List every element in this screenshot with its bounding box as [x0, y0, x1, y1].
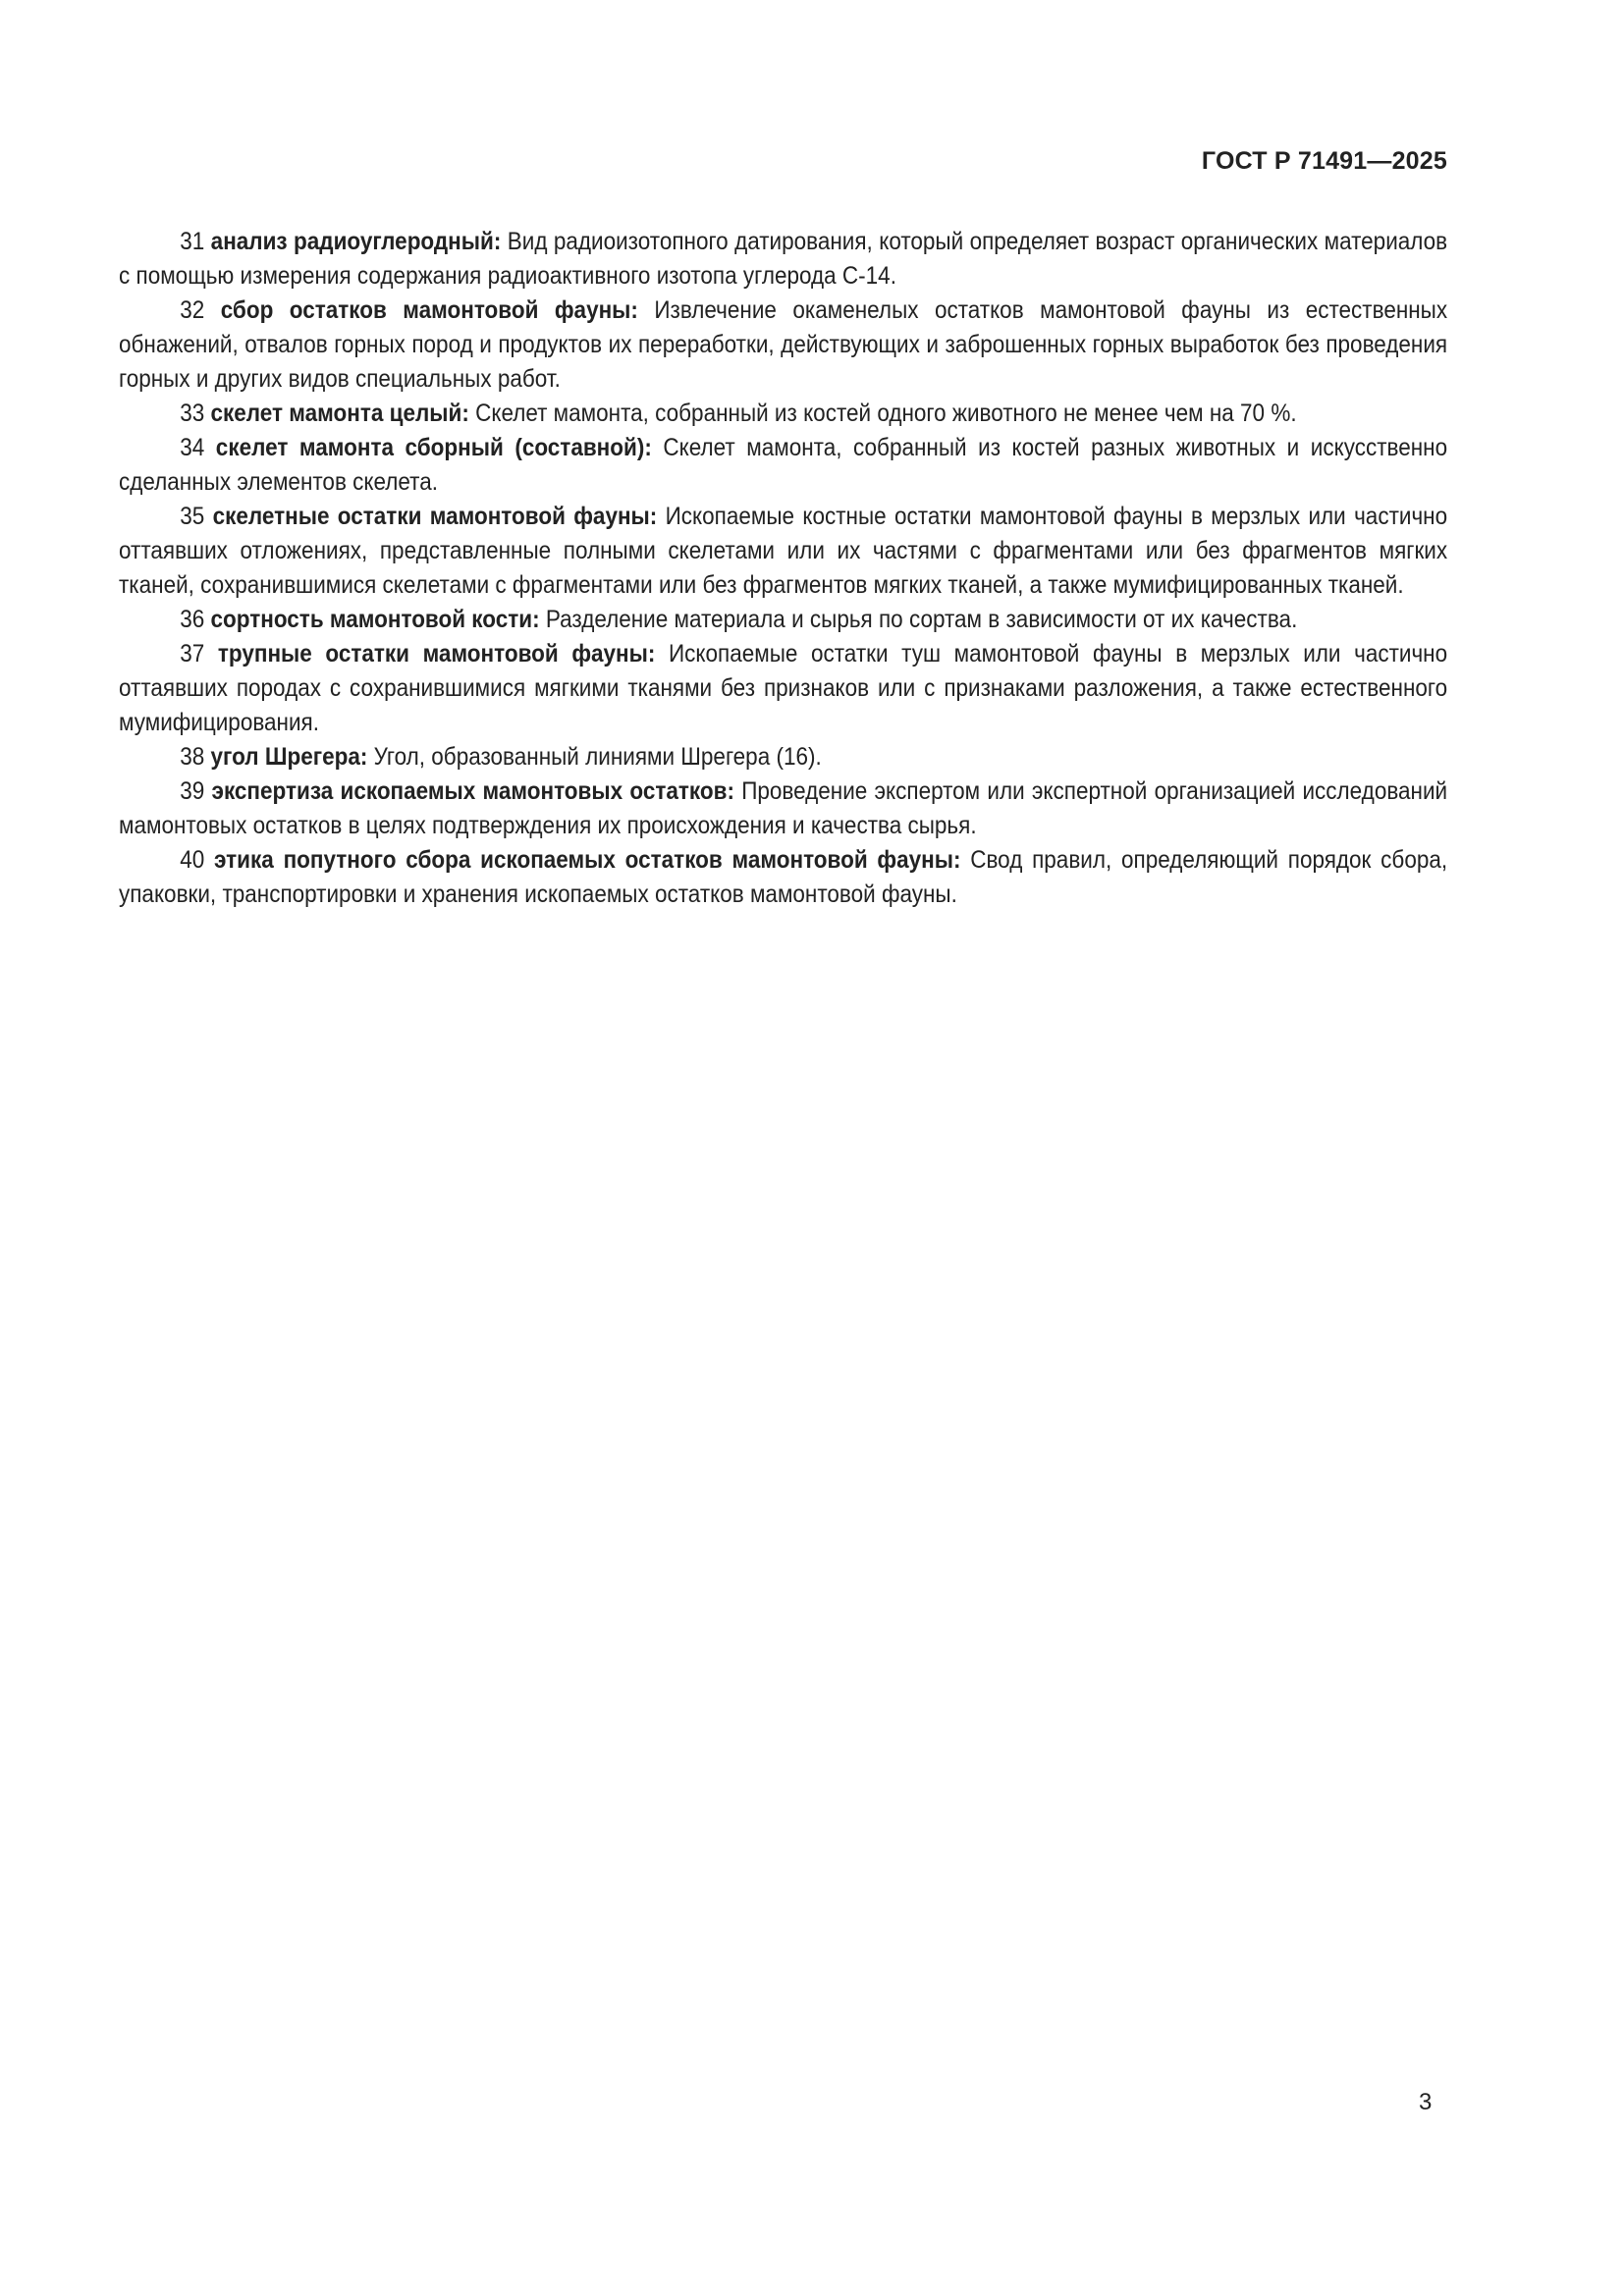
term-entry-35 [119, 500, 1447, 603]
term-definition: Проведение экспертом или экспертной организацией исследований мамонтовых остатков в целях подтверждения их происхождения и качества сырья. [119, 778, 1448, 839]
term-number: 32 [180, 297, 205, 324]
term-entry-32 [119, 294, 1447, 397]
term-entry-39 [119, 774, 1447, 843]
term-entry-33 [119, 397, 1447, 431]
term-definition: Извлечение окаменелых остатков мамонтовой фауны из естественных обнажений, отвалов горных пород и продуктов их переработки, действующих и заброшенных горных выработок без проведения горных и других видов специальных работ. [119, 297, 1448, 393]
term-name: скелет мамонта целый: [210, 400, 469, 427]
term-name: сбор остатков мамонтовой фауны: [220, 297, 638, 324]
term-entry-40 [119, 843, 1447, 912]
term-entry-37 [119, 637, 1447, 740]
term-name: угол Шрегера: [210, 744, 368, 771]
term-number: 40 [180, 847, 205, 874]
term-definition: Скелет мамонта, собранный из костей одного животного не менее чем на 70 %. [475, 400, 1297, 427]
term-definition: Свод правил, определяющий порядок сбора, упаковки, транспортировки и хранения ископаемых остатков мамонтовой фауны. [119, 847, 1448, 908]
term-number: 37 [180, 641, 205, 667]
term-entry-31 [119, 225, 1447, 294]
term-name: экспертиза ископаемых мамонтовых остатков: [211, 778, 734, 805]
term-definition: Ископаемые костные остатки мамонтовой фауны в мерзлых или частично оттаявших отложениях, представленные полными скелетами или их частями с фрагментами или без фрагментов мягких тканей, сохранившимися скелетами с фрагментами или без фрагментов мягких тканей, а также мумифицированных тканей. [119, 504, 1448, 599]
term-number: 36 [180, 607, 205, 633]
term-entry-36 [119, 603, 1447, 637]
term-definition: Вид радиоизотопного датирования, который определяет возраст органических материалов с помощью измерения содержания радиоактивного изотопа углерода С-14. [119, 229, 1448, 290]
term-entry-34 [119, 431, 1447, 500]
term-name: трупные остатки мамонтовой фауны: [217, 641, 656, 667]
term-name: анализ радиоуглеродный: [210, 229, 502, 255]
term-number: 31 [180, 229, 205, 255]
term-number: 38 [180, 744, 205, 771]
terms-list [119, 225, 1447, 912]
term-number: 39 [180, 778, 205, 805]
term-number: 33 [180, 400, 205, 427]
document-code-header: ГОСТ Р 71491—2025 [1201, 147, 1447, 175]
term-name: скелетные остатки мамонтовой фауны: [212, 504, 658, 530]
term-name: этика попутного сбора ископаемых остатков мамонтовой фауны: [214, 847, 961, 874]
term-entry-38 [119, 740, 1447, 774]
term-definition: Угол, образованный линиями Шрегера (16). [373, 744, 822, 771]
term-number: 34 [180, 435, 205, 461]
term-definition: Разделение материала и сырья по сортам в зависимости от их качества. [545, 607, 1298, 633]
term-definition: Скелет мамонта, собранный из костей разных животных и искусственно сделанных элементов скелета. [119, 435, 1448, 496]
page-number: 3 [1419, 2089, 1433, 2115]
term-name: скелет мамонта сборный (составной): [215, 435, 652, 461]
term-number: 35 [180, 504, 205, 530]
term-name: сортность мамонтовой кости: [210, 607, 540, 633]
term-definition: Ископаемые остатки туш мамонтовой фауны в мерзлых или частично оттаявших породах с сохранившимися мягкими тканями без признаков или с признаками разложения, а также естественного мумифицирования. [119, 641, 1448, 736]
